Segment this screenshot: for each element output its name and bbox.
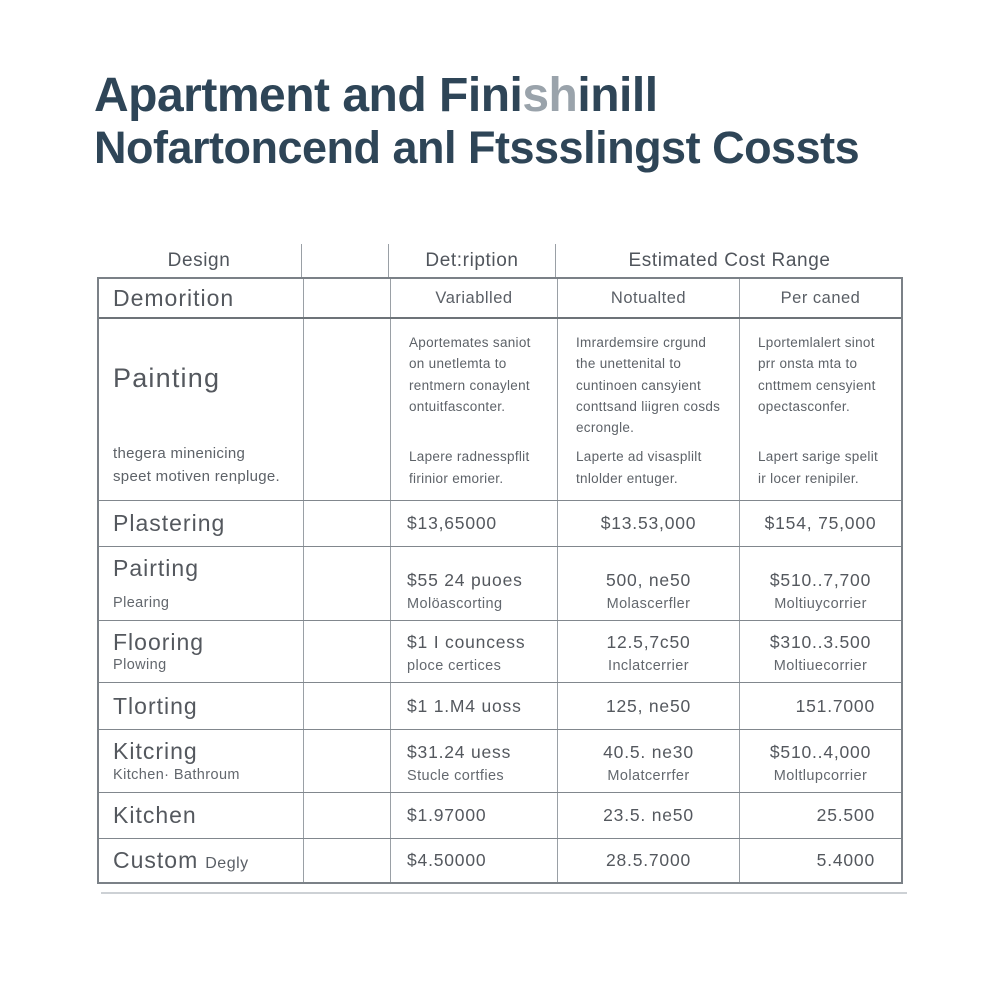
table-row-pairting [99, 547, 901, 621]
cell-value: $13,65000 [407, 513, 497, 533]
cell-subvalue: Molascerfler [606, 596, 691, 612]
description-paragraph: Aportemates saniot on unetlemta to rentmern conaylent ontuitfasconter. [409, 335, 531, 414]
spacer-cell [304, 547, 391, 620]
spacer-cell [304, 279, 391, 317]
cell-value: $4.50000 [407, 850, 487, 870]
cell-value: $55 24 puoes [407, 570, 523, 590]
cell-subvalue: ploce certices [407, 658, 502, 674]
title-text: inill [577, 69, 658, 122]
table-row-demorition [99, 279, 901, 319]
design-cell [99, 547, 304, 620]
cell-value: $510..4,000 [769, 742, 872, 762]
cell-value: 12.5,7c50 [606, 632, 691, 652]
spacer-cell [304, 621, 391, 682]
row-label: Kitcring [113, 738, 198, 764]
description-cell [391, 621, 558, 682]
description-cell [391, 793, 558, 838]
design-cell [99, 319, 304, 500]
costs-table [97, 277, 903, 884]
cell-value: 40.5. ne30 [603, 742, 694, 762]
page-title-line2: Nofartoncend anl Ftssslingst Cossts [94, 121, 860, 173]
design-cell [99, 279, 304, 317]
design-cell [99, 501, 304, 546]
cost-max-cell [740, 730, 901, 792]
cost-min-cell [558, 501, 740, 546]
cell-subvalue: Molatcerrfer [607, 768, 690, 784]
row-label: Plastering [113, 510, 226, 536]
cell-subvalue: Moltiuecorrier [773, 658, 868, 674]
cell-value: 25.500 [816, 805, 875, 825]
description-cell [391, 501, 558, 546]
design-cell [99, 839, 304, 882]
column-header-estimated-cost-range: Estimated Cost Range [628, 249, 831, 271]
cell-value: $1 1.M4 uoss [407, 695, 522, 716]
description-cell [391, 839, 558, 882]
cost-max-cell [740, 501, 901, 546]
table-row-kitcring [99, 730, 901, 793]
description-paragraph: Lportemlalert sinot prr onsta mta to cnttmem censyient opectasconfer. [758, 335, 876, 414]
cell-value: 23.5. ne50 [603, 805, 694, 825]
page-title [94, 70, 859, 174]
cell-subvalue: Inclatcerrier [608, 658, 689, 674]
row-label: Kitchen [113, 802, 197, 828]
spacer-cell [304, 319, 391, 500]
row-label: Flooring [113, 629, 205, 655]
cost-min-cell [558, 839, 740, 882]
cell-value: 5.4000 [816, 850, 875, 870]
title-text: Apartment and Fini [94, 69, 523, 122]
row-label-main: Custom [113, 847, 199, 873]
cost-max-cell [740, 621, 901, 682]
description-paragraph: Imrardemsire crgund the unettenital to cuntinoen cansyient conttsand liigren cosds ecrongle. [576, 335, 721, 436]
description-subheader-cell [391, 279, 558, 317]
cell-value: $154, 75,000 [764, 513, 877, 533]
design-cell [99, 730, 304, 792]
description-paragraph: Lapere radnesspflit firinior emorier. [409, 449, 530, 486]
description-cell [391, 730, 558, 792]
cell-subvalue: Stucle cortfies [407, 768, 505, 784]
design-cell [99, 621, 304, 682]
cell-value: 28.5.7000 [605, 850, 692, 870]
row-label [113, 847, 249, 874]
description-cell [391, 683, 558, 729]
table-row-custom [99, 839, 901, 882]
table-row-flooring [99, 621, 901, 683]
subheader-label: Per caned [780, 288, 861, 307]
cost-max-cell [740, 793, 901, 838]
cost-min-cell [558, 621, 740, 682]
cost-max-cell [740, 319, 901, 500]
table-row-painting [99, 319, 901, 501]
description-paragraph: Lapert sarige spelit ir locer renipiler. [758, 449, 879, 486]
subheader-label: Notualted [610, 288, 687, 307]
cost-min-cell [558, 793, 740, 838]
page-title-line1 [94, 70, 859, 122]
cell-value: $1.97000 [407, 805, 487, 825]
spacer-cell [304, 793, 391, 838]
table-row-tlorting [99, 683, 901, 730]
spacer-cell [304, 730, 391, 792]
row-sublabel: Plowing [113, 657, 167, 673]
row-label: Painting [113, 363, 221, 393]
column-header-description: Det:ription [389, 244, 556, 277]
cost-max-cell [740, 547, 901, 620]
cost-min-cell [558, 730, 740, 792]
row-label: Pairting [113, 555, 199, 581]
cost-min-cell [558, 683, 740, 729]
design-cell [99, 683, 304, 729]
cost-min-cell [558, 319, 740, 500]
table-column-header-row [97, 244, 903, 277]
cell-value: $31.24 uess [407, 742, 512, 762]
row-label: Demorition [113, 284, 235, 311]
description-cell [391, 319, 558, 500]
cell-value: 500, ne50 [605, 570, 692, 590]
cell-value: 151.7000 [795, 695, 875, 716]
description-paragraph: Laperte ad visasplilt tnlolder entuger. [576, 449, 702, 486]
cell-value: $510..7,700 [769, 570, 872, 590]
table-row-kitchen [99, 793, 901, 839]
title-text-faded: sh [522, 69, 578, 122]
spacer-cell [304, 501, 391, 546]
row-sublabel: Kitchen· Bathroum [113, 767, 240, 783]
cell-value: 125, ne50 [605, 695, 692, 716]
cell-value: $310..3.500 [769, 632, 872, 652]
cell-subvalue: Molöascorting [407, 596, 503, 612]
column-header-design: Design [97, 244, 302, 277]
cost-min-cell [558, 547, 740, 620]
spacer-cell [304, 683, 391, 729]
table-row-plastering [99, 501, 901, 547]
row-note: thegera minenicing speet motiven renpluge. [113, 445, 280, 485]
row-label: Tlorting [113, 692, 198, 719]
description-cell [391, 547, 558, 620]
spacer-cell [304, 839, 391, 882]
cell-value: $1 I councess [407, 632, 526, 652]
cost-min-subheader-cell [558, 279, 740, 317]
cell-value: $13.53,000 [600, 513, 697, 533]
cell-subvalue: Moltlupcorrier [773, 768, 868, 784]
column-header-spacer [302, 244, 389, 277]
cost-max-cell [740, 683, 901, 729]
cost-max-subheader-cell [740, 279, 901, 317]
cost-max-cell [740, 839, 901, 882]
row-sublabel: Plearing [113, 595, 170, 611]
cell-subvalue: Moltiuycorrier [774, 596, 867, 612]
subheader-label: Variablled [435, 288, 513, 307]
row-label-extra: Degly [205, 855, 249, 872]
design-cell [99, 793, 304, 838]
